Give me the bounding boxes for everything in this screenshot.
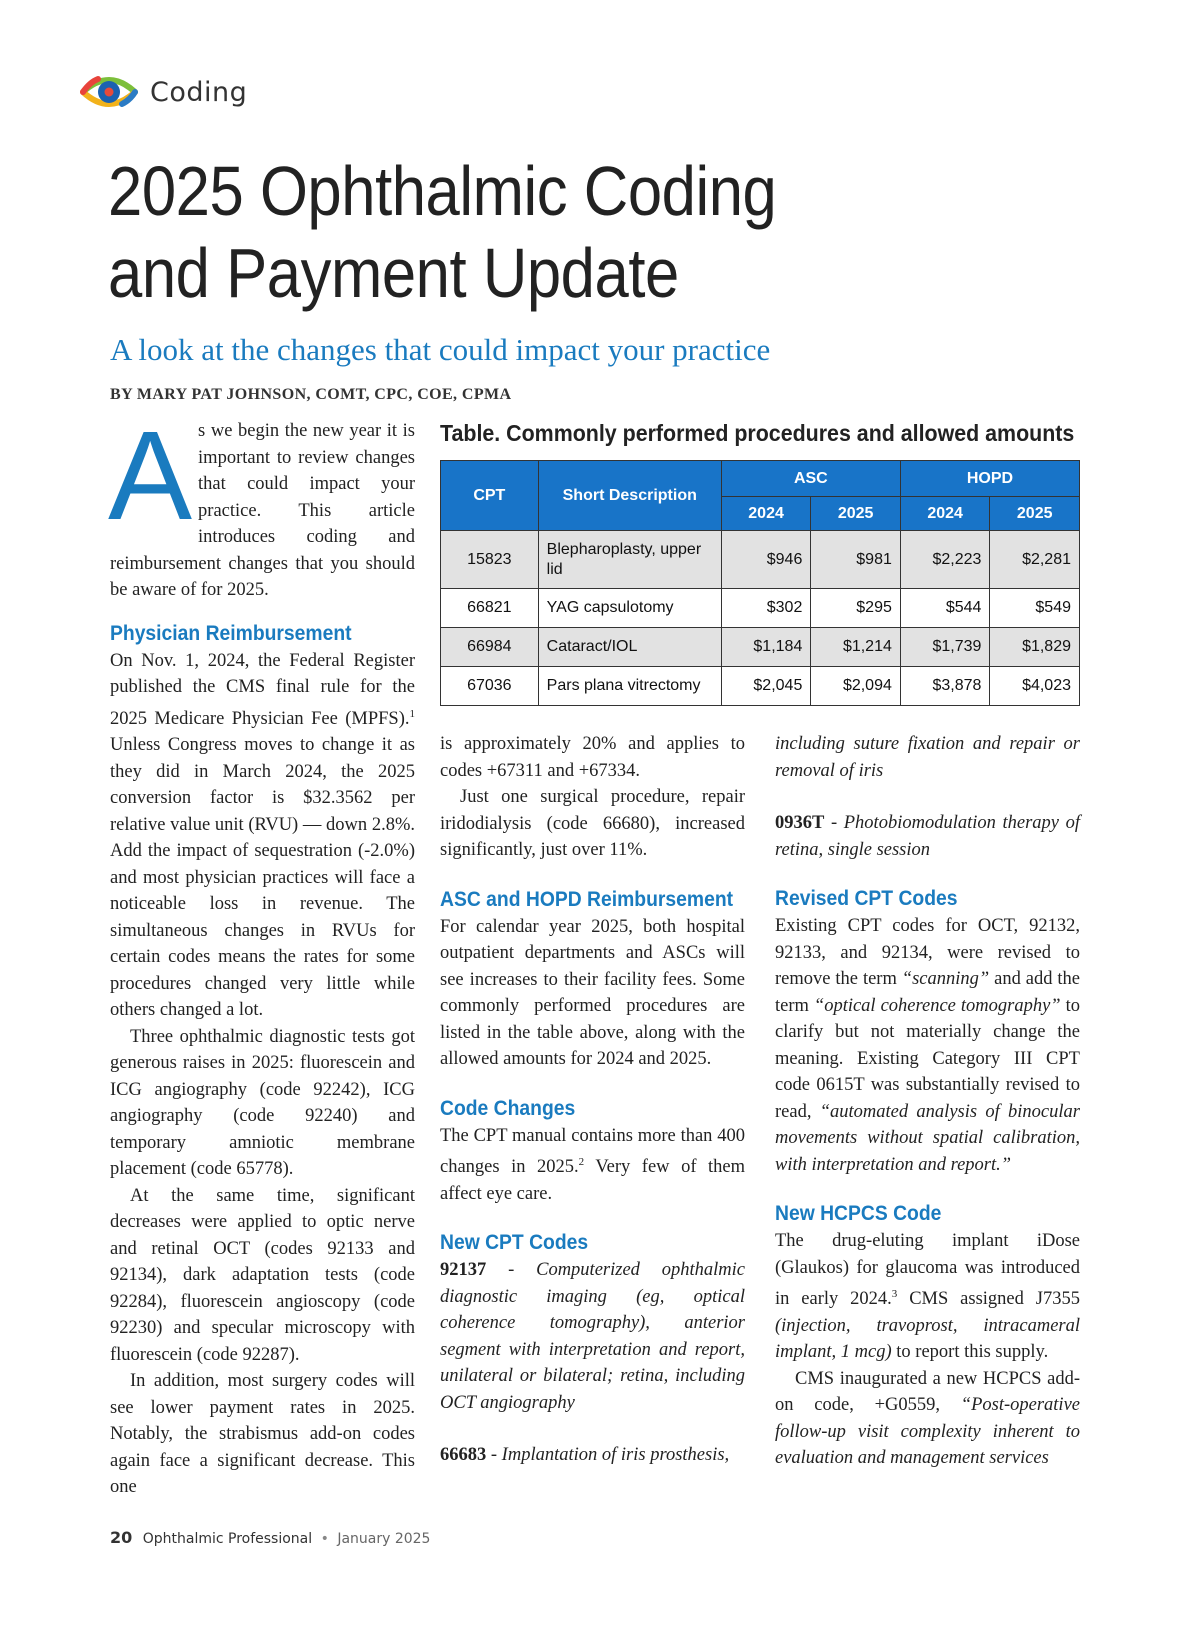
issue-date: January 2025 (337, 1531, 431, 1547)
code-entry-continued: including suture fixation and repair or removal of iris (775, 734, 1080, 781)
title-line-1: 2025 Ophthalmic Coding (108, 152, 777, 230)
header-asc: ASC (721, 461, 900, 497)
paragraph: Existing CPT codes for OCT, 92132, 92133, and 92134, were revised to remove the term “scanning” and add the term “optical coherence tomography” to clarify but not materially change the meaning. Existing Category III CPT code 0615T was substantially revised to read, “automated analysis of binocular movements without spatial calibration, with interpretation and report.” (775, 916, 1080, 1175)
header-hopd-2024: 2024 (900, 497, 990, 531)
page-footer (110, 1528, 430, 1547)
header-hopd: HOPD (900, 461, 1079, 497)
paragraph: For calendar year 2025, both hospital outpatient departments and ASCs will see increases to their facility fees. Some commonly performed procedures are listed in the table above, along with the allowed amounts for 2024 and 2025. (440, 916, 745, 1069)
drop-cap: A (108, 405, 193, 546)
paragraph: is approximately 20% and applies to codes +67311 and +67334. (440, 734, 745, 781)
page-number: 20 (110, 1528, 133, 1547)
heading-asc-hopd: ASC and HOPD Reimbursement (440, 887, 734, 911)
table-title: Table. Commonly performed procedures and allowed amounts (440, 420, 1075, 446)
procedures-table (440, 460, 1080, 706)
heading-revised-cpt: Revised CPT Codes (775, 887, 958, 910)
heading-new-hcpcs: New HCPCS Code (775, 1202, 942, 1225)
table-row: 66821 YAG capsulotomy $302 $295 $544 $549 (441, 589, 1080, 628)
paragraph: Just one surgical procedure, repair iridodialysis (code 66680), increased significantly, just over 11%. (440, 787, 745, 860)
paragraph: Three ophthalmic diagnostic tests got generous raises in 2025: fluorescein and ICG angiography (code 92242), ICG angiography (code 92240) and temporary amniotic membrane placement (code 65778). (110, 1026, 415, 1180)
table-row: 67036 Pars plana vitrectomy $2,045 $2,094 $3,878 $4,023 (441, 667, 1080, 706)
heading-new-cpt: New CPT Codes (440, 1231, 589, 1255)
publication-name: Ophthalmic Professional (142, 1531, 313, 1547)
header-hopd-2025: 2025 (990, 497, 1080, 531)
heading-code-changes: Code Changes (440, 1096, 576, 1120)
article-subtitle: A look at the changes that could impact your practice (110, 332, 771, 367)
code-entry: 92137 - Computerized ophthalmic diagnostic imaging (eg, optical coherence tomography), anterior segment with interpretation and report, unilateral or bilateral; retina, including OCT angiography (440, 1260, 745, 1413)
header-cpt: CPT (441, 461, 539, 531)
title-line-2: and Payment Update (108, 234, 679, 312)
section-label: Coding (150, 76, 248, 108)
table-row: 15823 Blepharoplasty, upper lid $946 $981 $2,223 $2,281 (441, 531, 1080, 589)
paragraph: The CPT manual contains more than 400 changes in 2025.$^2$ Very few of them affect eye care. (440, 1125, 745, 1204)
footer-separator: • (320, 1531, 329, 1547)
article-title (108, 150, 900, 314)
code-entry: 66683 - Implantation of iris prosthesis, (440, 1445, 730, 1466)
header-asc-2025: 2025 (811, 497, 901, 531)
paragraph: The drug-eluting implant iDose (Glaukos) for glaucoma was introduced in early 2024.$^3$ CMS assigned J7355 (injection, travoprost, intracameral implant, 1 mcg) to report this supply. (775, 1231, 1080, 1363)
paragraph: On Nov. 1, 2024, the Federal Register published the CMS final rule for the 2025 Medicare Physician Fee (MPFS).$^1$ Unless Congress moves to change it as they did in March 2024, the 2025 conversion factor is $32.3562 per relative value unit (RVU) — down 2.8%. Add the impact of sequestration (-2.0%) and most physician practices will face a noticeable loss in revenue. The simultaneous changes in RVUs for certain codes means the rates for some procedures changed very little while others changed a lot. (110, 650, 415, 1021)
byline: BY MARY PAT JOHNSON, COMT, CPC, COE, CPMA (110, 386, 512, 403)
column-2 (440, 731, 745, 1469)
section-header (80, 70, 247, 114)
column-1 (108, 405, 415, 1501)
header-description: Short Description (538, 461, 721, 531)
column-3 (775, 731, 1080, 1472)
header-asc-2024: 2024 (721, 497, 811, 531)
paragraph: At the same time, significant decreases were applied to optic nerve and retinal OCT (codes 92133 and 92134), dark adaptation tests (code 92284), fluorescein angioscopy (code 92230) and specular microscopy with fluorescein (code 92287). (110, 1185, 415, 1365)
eye-icon (80, 72, 138, 112)
table-row: 66984 Cataract/IOL $1,184 $1,214 $1,739 $1,829 (441, 628, 1080, 667)
code-entry: 0936T - Photobiomodulation therapy of retina, single session (775, 813, 1080, 860)
heading-physician-reimbursement: Physician Reimbursement (110, 621, 352, 645)
intro-paragraph: As we begin the new year it is important to review changes that could impact your practice. This article introduces coding and reimbursement changes that you should be aware of for 2025. (108, 405, 415, 600)
paragraph: In addition, most surgery codes will see lower payment rates in 2025. Notably, the strabismus add-on codes again face a significant decrease. This one (110, 1371, 415, 1498)
paragraph: CMS inaugurated a new HCPCS add-on code, +G0559, “Post-operative follow-up visit complexity inherent to evaluation and management services (775, 1368, 1080, 1469)
